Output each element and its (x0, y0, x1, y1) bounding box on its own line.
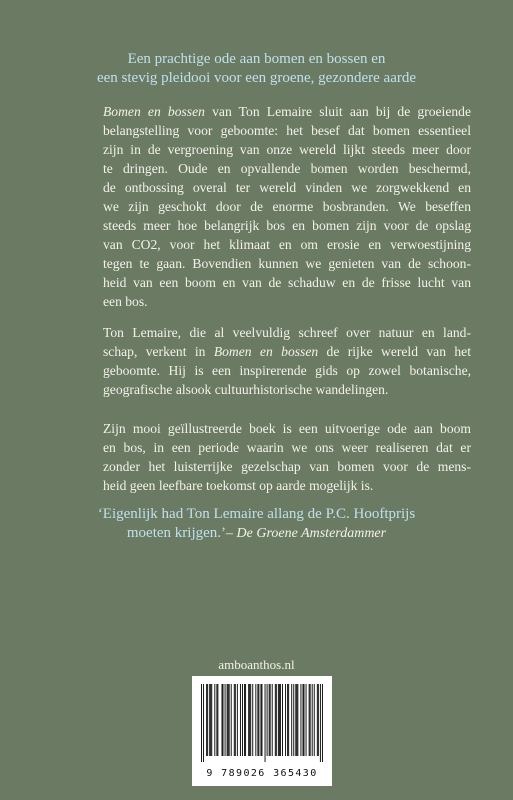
paragraph-1-line-4: te dringen. Oude en opvallende bomen worden beschermd, (103, 161, 471, 176)
barcode-bar (285, 684, 286, 756)
barcode-bar (320, 684, 321, 762)
book-title-italic: Bomen en bossen (103, 104, 205, 119)
barcode-bar (279, 684, 280, 756)
barcode-bars (201, 684, 323, 762)
barcode-bar (227, 684, 228, 756)
barcode-bar (314, 684, 315, 756)
book-title-italic-2: Bomen en bossen (213, 344, 319, 359)
barcode-bar (250, 684, 251, 756)
paragraph-1-line-11: een bos. (103, 294, 148, 309)
barcode-bar (229, 684, 230, 756)
barcode-bar (304, 684, 305, 756)
barcode-bar (293, 684, 294, 756)
paragraph-2-line-2 (103, 342, 471, 361)
barcode-bar (255, 684, 256, 756)
paragraph-1-line-3: zijn in de vergroening van onze wereld lijkt steeds meer door (103, 142, 471, 157)
barcode-bar (211, 684, 212, 756)
barcode-bar (303, 684, 304, 756)
paragraph-1-line-8: van CO2, voor het klimaat en om erosie en verwoestijning (103, 237, 471, 252)
barcode-bar (209, 684, 210, 756)
barcode-bar (225, 684, 226, 756)
barcode-bar (248, 684, 249, 756)
barcode-bar (317, 684, 318, 756)
barcode-bar (203, 684, 204, 762)
paragraph-1-line-1-text: van Ton Lemaire sluit aan bij de groeiende (204, 104, 471, 119)
paragraph-3-line-3: zonder het luisterrijke gezelschap van bomen voor de mens- (103, 459, 471, 474)
paragraph-3-line-1: Zijn mooi geïllustreerde boek is een uitvoerige ode aan boom (103, 421, 471, 436)
paragraph-3-line-2: en bos, in een periode waarin we ons weer realiseren dat er (103, 440, 471, 455)
barcode-bar (309, 684, 310, 756)
review-quote (60, 505, 453, 543)
paragraph-2-line-2-start: schap, verkent in (103, 344, 214, 359)
headline-line-2: een stevig pleidooi voor een groene, gezondere aarde (96, 70, 417, 86)
barcode-bar (278, 684, 279, 756)
paragraph-1-line-7: steeds meer hoe belangrijk bos en bomen zijn voor de opslag (103, 218, 471, 233)
quote-dash: – (226, 526, 237, 541)
barcode-bar (318, 684, 319, 756)
barcode-bar (252, 684, 253, 756)
quote-source: De Groene Amsterdammer (236, 526, 387, 541)
barcode-bar (322, 684, 323, 762)
barcode-bar (310, 684, 311, 756)
barcode-bar (282, 684, 283, 756)
paragraph-2-line-2-end: de rijke wereld van het (318, 344, 471, 359)
barcode-bar (237, 684, 238, 756)
barcode-bar (272, 684, 273, 756)
barcode-bar (265, 684, 266, 762)
barcode-bar (275, 684, 276, 756)
barcode-bar (214, 684, 215, 756)
paragraph-1-line-1 (103, 102, 471, 121)
barcode-bar (269, 684, 270, 756)
paragraph-3-line-4: heid geen leefbare toekomst op aarde mogelijk is. (103, 478, 374, 493)
paragraph-2 (103, 323, 471, 399)
barcode-bar (295, 684, 296, 756)
barcode-bar (270, 684, 271, 756)
publisher-website: amboanthos.nl (218, 657, 295, 672)
paragraph-1-line-9: tegen te gaan. Bovendien kunnen we genieten van de schoon- (103, 256, 471, 271)
paragraph-1-line-2: belangstelling voor geboomte: het besef dat bomen essentieel (103, 123, 471, 138)
paragraph-1 (103, 102, 471, 311)
barcode-bar (244, 684, 245, 756)
barcode-bar (276, 684, 277, 756)
barcode-bar (206, 684, 207, 756)
quote-line-2 (60, 524, 453, 543)
paragraph-1-line-5: de ontbossing overal ter wereld vinden we zorgwekkend en (103, 180, 471, 195)
barcode-bar (306, 684, 307, 756)
barcode-bar (240, 684, 241, 756)
barcode-bar (242, 684, 243, 756)
barcode-bar (258, 684, 259, 756)
barcode-bar (260, 684, 261, 756)
barcode-bar (245, 684, 246, 756)
isbn-barcode (192, 676, 332, 786)
barcode-bar (217, 684, 218, 756)
barcode-bar (231, 684, 232, 756)
barcode-bar (222, 684, 223, 756)
barcode-bar (312, 684, 313, 756)
barcode-bar (257, 684, 258, 756)
barcode-digits: 9 789026 365430 (206, 768, 318, 779)
barcode-bar (296, 684, 297, 756)
quote-line-2-text: moeten krijgen.’ (126, 525, 227, 541)
barcode-bar (201, 684, 202, 762)
quote-line-1: ‘Eigenlijk had Ton Lemaire allang de P.C. Hooftprijs (97, 506, 416, 522)
paragraph-3 (103, 419, 471, 495)
barcode-bar (216, 684, 217, 756)
headline (40, 50, 473, 88)
barcode-bar (261, 684, 262, 756)
barcode-bar (287, 684, 288, 756)
barcode-bar (207, 684, 208, 756)
barcode-bar (249, 684, 250, 756)
paragraph-2-line-4: geografische alsook cultuurhistorische wandelingen. (103, 382, 389, 397)
barcode-bar (300, 684, 301, 756)
barcode-bar (210, 684, 211, 756)
headline-line-1: Een prachtige ode aan bomen en bossen en (127, 51, 386, 67)
barcode-bar (288, 684, 289, 756)
barcode-bar (297, 684, 298, 756)
barcode-bar (235, 684, 236, 756)
paragraph-2-line-3: geboomte. Hij is een inspirerende gids op zowel botanische, (103, 363, 471, 378)
paragraph-2-line-1: Ton Lemaire, die al veelvuldig schreef over natuur en land- (103, 325, 471, 340)
paragraph-1-line-6: we zijn geschokt door de enorme bosbranden. We beseffen (103, 199, 471, 214)
barcode-bar (280, 684, 281, 756)
barcode-bar (228, 684, 229, 756)
barcode-bar (291, 684, 292, 756)
barcode-bar (223, 684, 224, 756)
barcode-bar (234, 684, 235, 756)
paragraph-1-line-10: heid van een boom en van de schaduw en de frisse lucht van (103, 275, 471, 290)
barcode-bar (267, 684, 268, 756)
